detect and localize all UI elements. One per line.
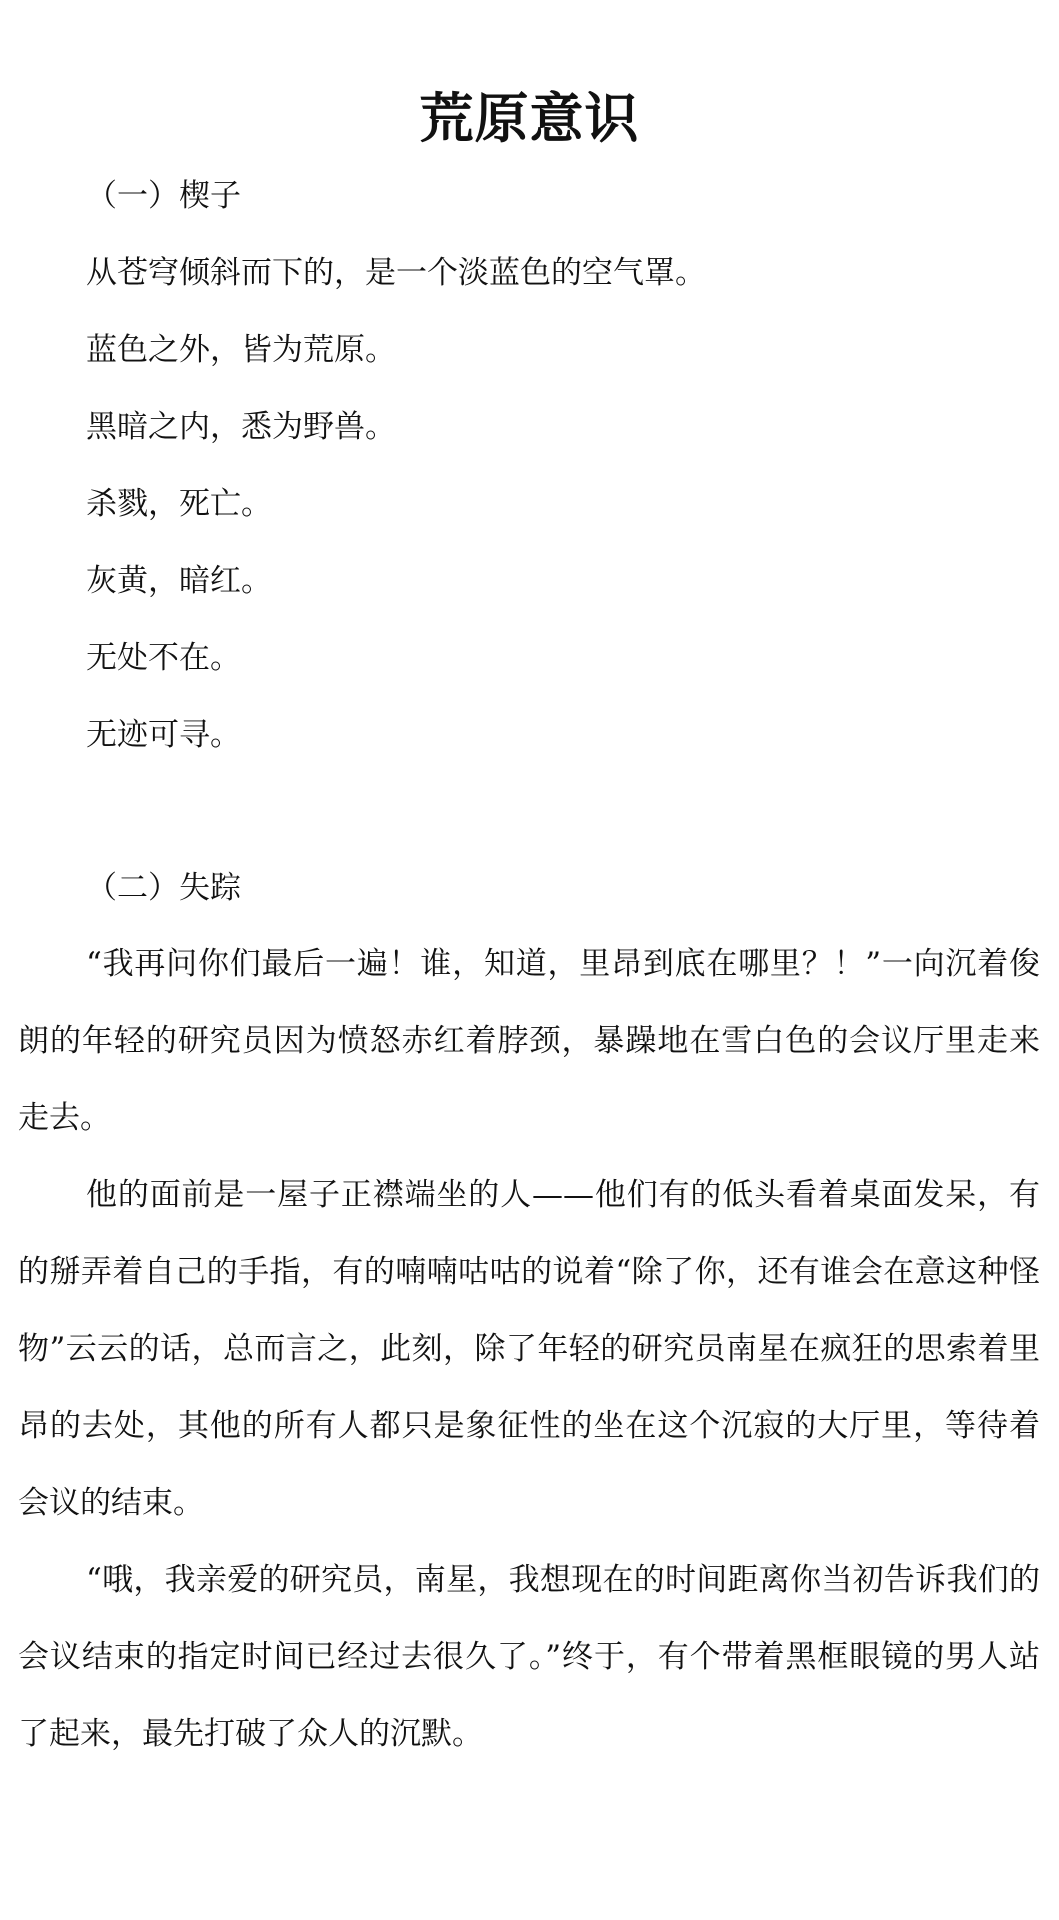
prologue-line: 杀戮，死亡。 (86, 486, 272, 522)
prologue-line: 无处不在。 (86, 640, 241, 676)
prologue-line: 黑暗之内，悉为野兽。 (86, 409, 396, 445)
section-heading-prologue: （一）楔子 (86, 178, 241, 214)
prologue-line: 灰黄，暗红。 (86, 563, 272, 599)
section-heading-missing: （二）失踪 (86, 870, 241, 906)
prologue-line: 蓝色之外，皆为荒原。 (86, 332, 396, 368)
document-title: 荒原意识 (419, 87, 640, 150)
story-paragraph: “哦，我亲爱的研究员，南星，我想现在的时间距离你当初告诉我们的会议结束的指定时间已经过去很久了。”终于，有个带着黑框眼镜的男人站了起来，最先打破了众人的沉默。 (18, 1562, 1040, 1752)
story-paragraph: 他的面前是一屋子正襟端坐的人——他们有的低头看着桌面发呆，有的掰弄着自己的手指，有的喃喃咕咕的说着“除了你，还有谁会在意这种怪物”云云的话，总而言之，此刻，除了年轻的研究员南星在疯狂的思索着里昂的去处，其他的所有人都只是象征性的坐在这个沉寂的大厅里，等待着会议的结束。 (18, 1177, 1040, 1521)
prologue-line: 无迹可寻。 (86, 717, 241, 753)
prologue-line: 从苍穹倾斜而下的，是一个淡蓝色的空气罩。 (86, 255, 706, 291)
story-paragraph: “我再问你们最后一遍！谁，知道，里昂到底在哪里？！”一向沉着俊朗的年轻的研究员因为愤怒赤红着脖颈，暴躁地在雪白色的会议厅里走来走去。 (18, 946, 1040, 1136)
